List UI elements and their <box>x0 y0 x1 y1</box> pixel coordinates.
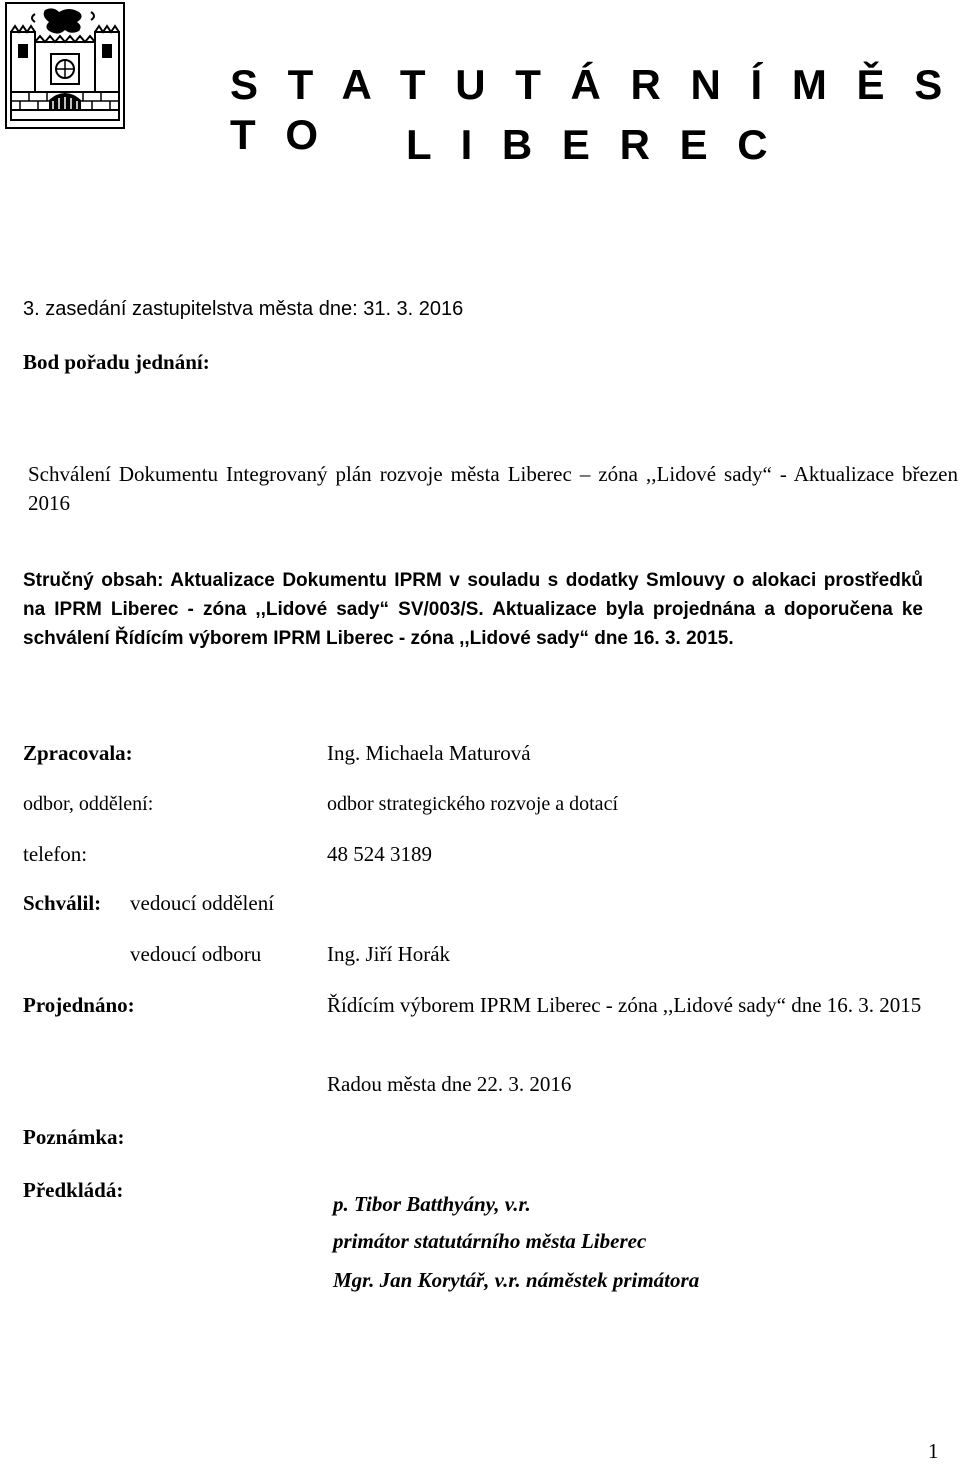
approved-name: Ing. Jiří Horák <box>327 942 451 966</box>
page-number: 1 <box>928 1439 939 1463</box>
submitter-1: p. Tibor Batthyány, v.r. <box>333 1192 531 1216</box>
department-label: odbor, oddělení: <box>23 793 154 815</box>
prepared-label: Zpracovala: <box>23 741 133 765</box>
approved-label: Schválil: <box>23 891 102 915</box>
prepared-value: Ing. Michaela Maturová <box>327 741 531 765</box>
discussed-label: Projednáno: <box>23 993 135 1017</box>
submitted-label: Předkládá: <box>23 1178 124 1202</box>
city-crest-logo <box>5 2 125 129</box>
title-line-1: S T A T U T Á R N Í M Ě S T O <box>230 61 952 158</box>
discussed-value-1: Řídícím výborem IPRM Liberec - zóna ,,Lidové sady“ dne 16. 3. 2015 <box>327 993 922 1017</box>
summary-paragraph: Stručný obsah: Aktualizace Dokumentu IPRM v souladu s dodatky Smlouvy o alokaci prostředků na IPRM Liberec - zóna ,,Lidové sady“ SV/003/S. Aktualizace byla projednána a doporučena ke schválení Řídícím výborem IPRM Liberec - zóna ,,Lidové sady“ dne 16. 3. 2015. <box>23 570 923 649</box>
agenda-label: Bod pořadu jednání: <box>23 350 210 374</box>
agenda-topic: Schválení Dokumentu Integrovaný plán rozvoje města Liberec – zóna ,,Lidové sady“ - Aktualizace březen 2016 <box>28 462 958 515</box>
approved-role-1: vedoucí oddělení <box>130 891 275 915</box>
approved-role-2: vedoucí odboru <box>130 942 262 966</box>
note-label: Poznámka: <box>23 1125 125 1149</box>
department-value: odbor strategického rozvoje a dotací <box>327 793 618 815</box>
submitter-2: primátor statutárního města Liberec <box>333 1229 647 1253</box>
discussed-value-2: Radou města dne 22. 3. 2016 <box>327 1072 572 1096</box>
phone-label: telefon: <box>23 842 88 866</box>
session-line: 3. zasedání zastupitelstva města dne: 31. 3. 2016 <box>23 298 464 320</box>
submitter-3: Mgr. Jan Korytář, v.r. náměstek primátora <box>333 1268 700 1292</box>
phone-value: 48 524 3189 <box>327 842 432 866</box>
title-line-2: L I B E R E C <box>406 121 777 168</box>
